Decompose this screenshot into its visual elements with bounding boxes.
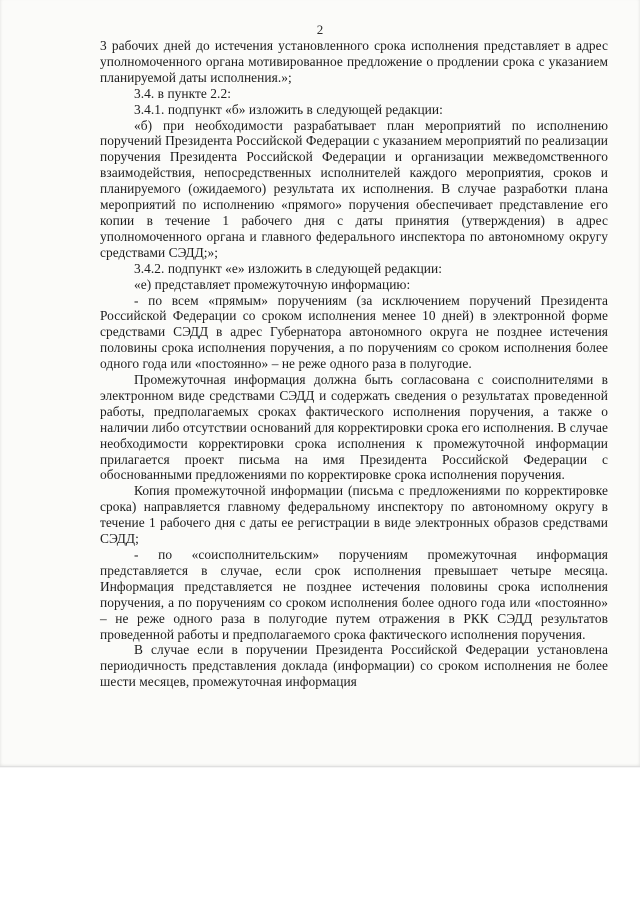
paragraph: 3 рабочих дней до истечения установленного срока исполнения представляет в адрес уполномоченного органа мотивированное предложение о продлении срока с указанием планируемой даты исполнения.»; xyxy=(100,38,608,85)
page-number: 2 xyxy=(316,22,324,37)
paragraph: Копия промежуточной информации (письма с предложениями по корректировке срока) направляется главному федеральному инспектору по автономному округу в течение 1 рабочего дня с даты ее регистрации в виде электронных образов средствами СЭДД; xyxy=(100,483,608,547)
paragraph: В случае если в поручении Президента Российской Федерации установлена периодичность представления доклада (информации) со сроком исполнения не более шести месяцев, промежуточная информация xyxy=(100,642,608,690)
paragraph: «е) представляет промежуточную информацию: xyxy=(134,276,411,292)
paragraph: 3.4. в пункте 2.2: xyxy=(134,85,231,101)
document-body xyxy=(100,38,608,690)
paragraph: Промежуточная информация должна быть согласована с соисполнителями в электронном виде средствами СЭДД и содержать сведения о результатах проведенной работы, предполагаемых сроках фактического исполнения поручения, а также о наличии либо отсутствии оснований для корректировки срока его исполнения. В случае необходимости корректировки срока исполнения к промежуточной информации прилагается проект письма на имя Президента Российской Федерации с обоснованными предложениями по корректировке срока исполнения поручения. xyxy=(100,372,608,483)
paragraph: 3.4.2. подпункт «е» изложить в следующей редакции: xyxy=(134,260,443,276)
paragraph: - по всем «прямым» поручениям (за исключением поручений Президента Российской Федерации со сроком исполнения менее 10 дней) в электронной форме средствами СЭДД в адрес Губернатора автономного округа не позднее истечения половины срока исполнения поручения, а по поручениям со сроком исполнения более одного года или «постоянно» – не реже одного раза в полугодие. xyxy=(100,292,608,372)
paragraph: 3.4.1. подпункт «б» изложить в следующей редакции: xyxy=(134,101,443,117)
scan-edge xyxy=(0,766,640,768)
paragraph: «б) при необходимости разрабатывает план мероприятий по исполнению поручений Президента Российской Федерации с указанием мероприятий по реализации поручения Президента Российской Федерации и организации межведомственного взаимодействия, непосредственных исполнителей каждого мероприятия, сроков и планируемого (ожидаемого) результата их исполнения. В случае разработки плана мероприятий по исполнению «прямого» поручения обеспечивает представление его копии в течение 1 рабочего дня с даты принятия (утверждения) в адрес уполномоченного органа и главного федерального инспектора по автономному округу средствами СЭДД;»; xyxy=(100,117,608,260)
paragraph: - по «соисполнительским» поручениям промежуточная информация представляется в случае, если срок исполнения превышает четыре месяца. Информация представляется не позднее истечения половины срока исполнения поручения, а по поручениям со сроком исполнения более одного года или «постоянно» – не реже одного раза в полугодие путем отражения в РКК СЭДД результатов проведенной работы и предполагаемого срока фактического исполнения поручения. xyxy=(100,547,608,642)
